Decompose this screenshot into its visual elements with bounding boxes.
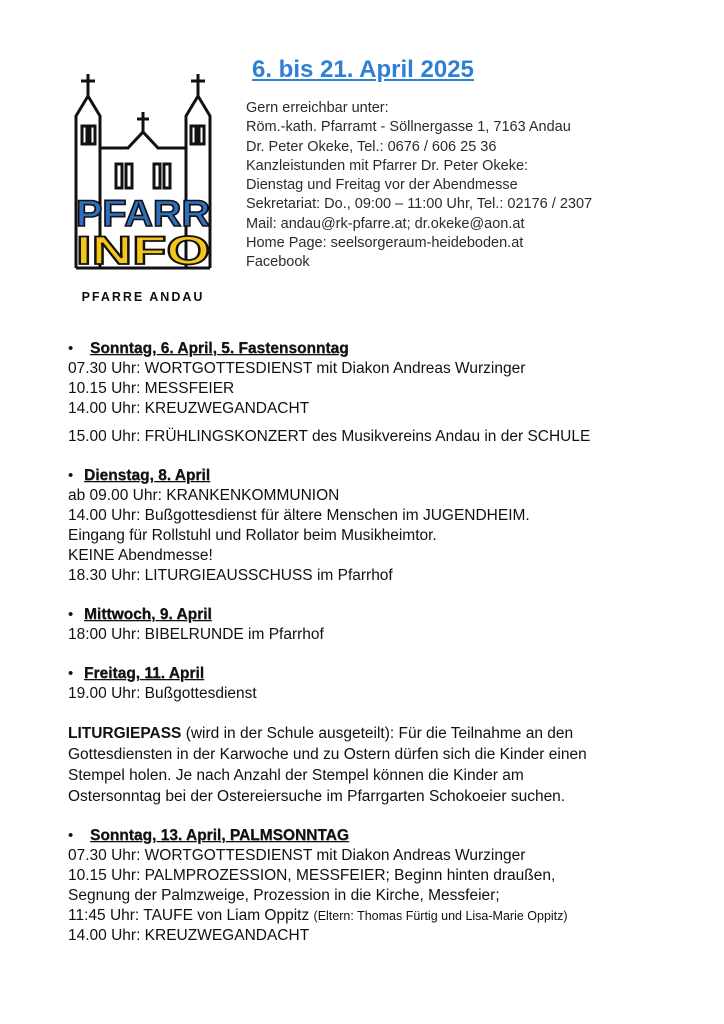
bullet-icon: • [68,827,74,844]
schedule-line: Eingang für Rollstuhl und Rollator beim Musikheimtor. [68,527,437,544]
section-palmsonntag [68,826,668,946]
taufe-line: 11:45 Uhr: TAUFE von Liam Oppitz [68,907,314,924]
schedule-line: 10.15 Uhr: MESSFEIER [68,380,235,397]
section-heading: Mittwoch, 9. April [84,606,212,623]
schedule-line: 15.00 Uhr: FRÜHLINGSKONZERT des Musikvereins Andau in der SCHULE [68,428,591,445]
contact-line: Dienstag und Freitag vor der Abendmesse [246,177,518,194]
logo-word-pfarr: PFARR [76,193,210,234]
section-heading: Freitag, 11. April [84,665,205,682]
paragraph-line: Gottesdiensten in der Karwoche und zu Ostern dürfen sich die Kinder einen [68,746,587,763]
section-mittwoch-9-april [68,605,668,645]
contact-line: Gern erreichbar unter: [246,100,389,116]
schedule-line: 14.00 Uhr: KREUZWEGANDACHT [68,927,310,944]
logo-caption: PFARRE ANDAU [81,290,205,304]
schedule-line: 18.30 Uhr: LITURGIEAUSSCHUSS im Pfarrhof [68,567,393,584]
bullet-icon: • [68,665,74,682]
section-heading: Sonntag, 6. April, 5. Fastensonntag [90,340,349,357]
schedule-line: ab 09.00 Uhr: KRANKENKOMMUNION [68,487,340,504]
contact-line: Kanzleistunden mit Pfarrer Dr. Peter Okeke: [246,157,529,174]
taufe-parents: (Eltern: Thomas Fürtig und Lisa-Marie Oppitz) [313,909,568,923]
paragraph-line: Stempel holen. Je nach Anzahl der Stempel können die Kinder am [68,767,524,784]
paragraph-line: (wird in der Schule ausgeteilt): Für die Teilnahme an den [181,725,574,742]
schedule-line: Segnung der Palmzweige, Prozession in die Kirche, Messfeier; [68,887,500,904]
liturgiepass-label: LITURGIEPASS [68,725,182,742]
contact-line: Dr. Peter Okeke, Tel.: 0676 / 606 25 36 [246,138,497,155]
section-sonntag-6-april [68,339,668,447]
bullet-icon: • [68,606,74,623]
contact-block [246,99,592,273]
bullet-icon: • [68,340,74,357]
section-dienstag-8-april [68,466,668,586]
schedule-line: 14.00 Uhr: Bußgottesdienst für ältere Menschen im JUGENDHEIM. [68,507,530,524]
logo-word-info: INFO [76,229,210,273]
schedule-line: 07.30 Uhr: WORTGOTTESDIENST mit Diakon Andreas Wurzinger [68,360,526,377]
contact-line: Röm.-kath. Pfarramt - Söllnergasse 1, 7163 Andau [246,119,571,136]
schedule-line: KEINE Abendmesse! [68,547,213,564]
schedule [68,339,668,965]
liturgiepass-paragraph [68,723,668,807]
section-heading: Dienstag, 8. April [84,467,211,484]
schedule-line: 19.00 Uhr: Bußgottesdienst [68,685,257,702]
contact-line: Mail: andau@rk-pfarre.at; dr.okeke@aon.at [246,215,525,232]
pfarre-andau-logo [68,68,218,308]
contact-line: Facebook [246,254,310,271]
page-title: 6. bis 21. April 2025 [252,56,474,83]
section-freitag-11-april [68,664,668,704]
contact-line: Sekretariat: Do., 09:00 – 11:00 Uhr, Tel.: 02176 / 2307 [246,196,593,213]
paragraph-line: Ostersonntag bei der Ostereiersuche im Pfarrgarten Schokoeier suchen. [68,788,566,805]
schedule-line: 14.00 Uhr: KREUZWEGANDACHT [68,400,310,417]
schedule-line: 07.30 Uhr: WORTGOTTESDIENST mit Diakon Andreas Wurzinger [68,847,526,864]
schedule-line: 10.15 Uhr: PALMPROZESSION, MESSFEIER; Beginn hinten draußen, [68,867,556,884]
bullet-icon: • [68,467,74,484]
contact-line: Home Page: seelsorgeraum-heideboden.at [246,235,524,252]
schedule-line: 18:00 Uhr: BIBELRUNDE im Pfarrhof [68,626,324,643]
section-heading: Sonntag, 13. April, PALMSONNTAG [90,827,349,844]
